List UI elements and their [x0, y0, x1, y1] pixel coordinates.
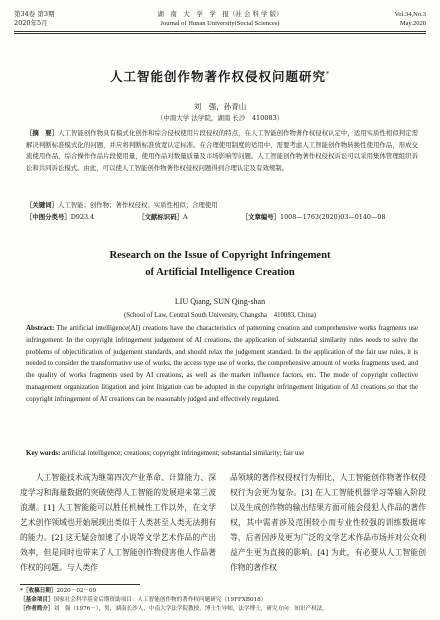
header-rule-thin [14, 33, 426, 34]
body-column-left: 人工智能技术成为继第四次产业革命、计算能力、深度学习和海量数据的突破使得人工智能的发展迎来第三波浪潮。[1] 人工智能能可以胜任机械性工作以外，在文学艺术创作领域也开始展现出类似于人类甚至人类无法拥有的能力。[2] 这无疑会加速了小说等文学艺术作品的产出效率，但是同时也带来了人工智能创作物侵害他人作品著作权的问题。与人类作 [20, 473, 216, 572]
header-date-en: May.2020 [399, 20, 426, 27]
article-number-value: 1008—1763(2020)03—0140—08 [280, 213, 386, 221]
abstract-en: Abstract: The artificial intelligence(AI) creations have the characteristics of patterning creation and comprehensive works fragments use infringement. In the copyright infringement judgement of AI creations, the application of substantial similarity rules needs to solve the problems of objectification of judgement standards, and should relax the judgement standard. In the application of the fair use rules, it is needed to consider the transformative use of works, the access type use of works, the comprehensive amount of works fragments used, and the quality of works fragments used by AI creations, as well as the market influence factors, etc. The mode of copyright collective management organization litigation and joint litigation can be adopted in the copyright infringement litigation of AI creations so that the copyright infringement of AI creations can be reasonably judged and effectively regulated. [26, 324, 419, 403]
doc-code-value: A [182, 213, 188, 221]
abstract-cn-label: ［摘 要］ [26, 129, 59, 137]
header-rule [14, 31, 426, 32]
title-footnote-mark: * [326, 70, 330, 78]
affiliation-cn: （中南大学 法学院，湖南 长沙 410083） [156, 114, 284, 122]
footnote-received: *［收稿日期］2020－02－09 [20, 588, 97, 594]
authors-en: LIU Qiang, SUN Qing-shan [174, 297, 266, 306]
header-volume: 第34卷 第3期 [14, 10, 55, 18]
abstract-en-label: Abstract: [26, 324, 55, 332]
header-vol-en: Vol.34,No.3 [394, 11, 426, 18]
keywords-cn: ［关键词］人工智能；创作物；著作权侵权；实质性相似；合理使用 [26, 201, 218, 209]
header-journal-en: Journal of Hunan University(Social Sciences) [160, 20, 280, 27]
clc-value: D923.4 [70, 213, 95, 221]
header-journal-cn: 湖 南 大 学 学 报（社 会 科 学 版） [157, 10, 283, 18]
body-column-right: 品领域的著作权侵权行为相比，人工智能创作物著作权侵权行为会更为复杂。[3] 在人工智能机器学习等输入阶段以及生成创作物的输出结果方面可能会侵犯人作品的著作权，其中需者涉及范围较小而专业性较强的训练数据库等，后者因涉及更为广泛的文学艺术作品市场并对公众利益产生更为直接的影响。[4] 为此，有必要从人工智能创作物的著作权 [230, 473, 426, 572]
classification-row: ［中图分类号］D923.4 ［文献标识码］A ［文章编号］1008—1763(2020)03—0140—08 [26, 213, 386, 221]
footnote-rule [20, 584, 140, 585]
page-title-en: Research on the Issue of Copyright Infringement of Artificial Intelligence Creation [109, 250, 331, 278]
authors-cn: 刘 强，孙青山 [193, 102, 247, 111]
keywords-en: Key words: artificial intelligence; creations; copyright infringement; substantial similarity; fair use [26, 449, 305, 457]
page-title-cn: 人工智能创作物著作权侵权问题研究* [109, 69, 330, 84]
affiliation-en: (School of Law, Central South University, Changsha 410083, China) [123, 312, 317, 319]
footnote-author: ［作者简介］刘 强（1976－），男，湖南长沙人，中南大学法学院教授，博士生导师，法学博士，研究方向：知识产权法。 [20, 606, 328, 612]
footnote-fund: ［基金项目］国家社会科学基金后期资助项目：人工智能创作物的著作权问题研究（19FFXB018） [20, 597, 267, 603]
abstract-cn: ［摘 要］人工智能创作物具有模式化创作和综合侵权使用片段侵权的特点，在人工智能创作物著作权侵权认定中，适用实质性相似判定需解决判断标准模式化的问题，并应将判断标准放宽认定标准。在合理使用制度的适用中，需要考虑人工智能创作物转换性使用作品，形成交流使用作品，综合操作作品片段使用量，使用作品对数量质量及市场影响等问题。人工智能创作物著作权侵权诉讼可以采用集体管理组织诉讼和共同诉讼模式。由此，可以使人工智能创作物著作权侵权问题得到合理认定及有效规制。 [26, 129, 419, 172]
header-date: 2020年5月 [14, 19, 48, 27]
